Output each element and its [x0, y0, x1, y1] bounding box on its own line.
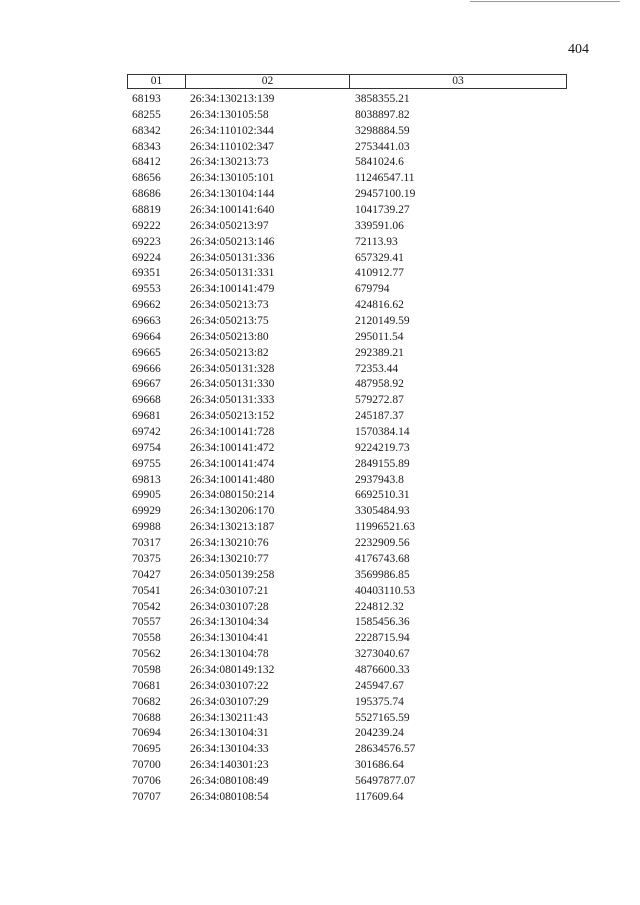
- table-row: [0, 92, 640, 108]
- cell-id: 70706: [132, 774, 161, 787]
- cell-cadastral-number: 26:34:050131:328: [190, 362, 275, 375]
- cell-cadastral-number: 26:34:030107:29: [190, 695, 269, 708]
- table-row: [0, 615, 640, 631]
- cell-id: 68342: [132, 124, 161, 137]
- cell-value: 224812.32: [355, 600, 404, 613]
- cell-id: 68819: [132, 204, 161, 217]
- cell-cadastral-number: 26:34:080150:214: [190, 489, 275, 502]
- cell-id: 70700: [132, 759, 161, 772]
- cell-id: 69755: [132, 457, 161, 470]
- cell-value: 195375.74: [355, 695, 404, 708]
- table-header: [127, 74, 567, 89]
- cell-cadastral-number: 26:34:130210:76: [190, 537, 269, 550]
- cell-cadastral-number: 26:34:130211:43: [190, 711, 269, 724]
- table-row: [0, 171, 640, 187]
- cell-cadastral-number: 26:34:130213:139: [190, 93, 275, 105]
- cell-id: 69988: [132, 521, 161, 534]
- cell-cadastral-number: 26:34:080108:54: [190, 790, 269, 803]
- table-row: [0, 108, 640, 124]
- header-col-02: 02: [186, 75, 350, 88]
- table-body: [0, 92, 640, 806]
- table-row: [0, 790, 640, 806]
- cell-cadastral-number: 26:34:050131:331: [190, 267, 275, 280]
- table-row: [0, 742, 640, 758]
- cell-value: 204239.24: [355, 727, 404, 740]
- cell-id: 68686: [132, 188, 161, 201]
- cell-cadastral-number: 26:34:130105:101: [190, 172, 275, 185]
- cell-id: 70557: [132, 616, 161, 629]
- table-row: [0, 187, 640, 203]
- cell-cadastral-number: 26:34:030107:22: [190, 679, 269, 692]
- cell-id: 69351: [132, 267, 161, 280]
- cell-value: 245947.67: [355, 679, 404, 692]
- table-row: [0, 155, 640, 171]
- cell-value: 301686.64: [355, 759, 404, 772]
- cell-value: 72113.93: [355, 235, 398, 248]
- cell-cadastral-number: 26:34:080149:132: [190, 663, 275, 676]
- cell-cadastral-number: 26:34:130210:77: [190, 552, 269, 565]
- cell-id: 70562: [132, 648, 161, 661]
- cell-id: 69905: [132, 489, 161, 502]
- cell-value: 9224219.73: [355, 441, 410, 454]
- cell-cadastral-number: 26:34:050213:146: [190, 235, 275, 248]
- cell-cadastral-number: 26:34:130104:31: [190, 727, 269, 740]
- cell-value: 579272.87: [355, 394, 404, 407]
- cell-cadastral-number: 26:34:130105:58: [190, 108, 269, 121]
- table-row: [0, 726, 640, 742]
- cell-id: 69662: [132, 299, 161, 312]
- table-row: [0, 203, 640, 219]
- cell-cadastral-number: 26:34:130213:187: [190, 521, 275, 534]
- cell-cadastral-number: 26:34:050213:82: [190, 346, 269, 359]
- cell-cadastral-number: 26:34:050213:75: [190, 315, 269, 328]
- cell-id: 69681: [132, 410, 161, 423]
- table-row: [0, 425, 640, 441]
- table-row: [0, 441, 640, 457]
- table-row: [0, 251, 640, 267]
- cell-cadastral-number: 26:34:100141:480: [190, 473, 275, 486]
- cell-id: 69663: [132, 315, 161, 328]
- cell-value: 6692510.31: [355, 489, 410, 502]
- table-row: [0, 774, 640, 790]
- cell-id: 68656: [132, 172, 161, 185]
- table-row: [0, 266, 640, 282]
- table-row: [0, 330, 640, 346]
- table-row: [0, 695, 640, 711]
- cell-id: 69222: [132, 219, 161, 232]
- cell-value: 4876600.33: [355, 663, 410, 676]
- cell-value: 5527165.59: [355, 711, 410, 724]
- table-row: [0, 711, 640, 727]
- table-row: [0, 346, 640, 362]
- cell-id: 70681: [132, 679, 161, 692]
- scan-edge-line: [470, 1, 620, 2]
- cell-id: 69813: [132, 473, 161, 486]
- cell-value: 487958.92: [355, 378, 404, 391]
- table-row: [0, 314, 640, 330]
- cell-id: 70598: [132, 663, 161, 676]
- cell-value: 295011.54: [355, 330, 404, 343]
- cell-cadastral-number: 26:34:130104:41: [190, 632, 269, 645]
- cell-cadastral-number: 26:34:110102:347: [190, 140, 274, 153]
- cell-id: 70682: [132, 695, 161, 708]
- cell-cadastral-number: 26:34:080108:49: [190, 774, 269, 787]
- cell-id: 69929: [132, 505, 161, 518]
- cell-cadastral-number: 26:34:050131:333: [190, 394, 275, 407]
- cell-cadastral-number: 26:34:100141:728: [190, 426, 275, 439]
- table-row: [0, 473, 640, 489]
- cell-id: 70317: [132, 537, 161, 550]
- cell-id: 70375: [132, 552, 161, 565]
- cell-id: 69668: [132, 394, 161, 407]
- cell-value: 2753441.03: [355, 140, 410, 153]
- cell-id: 68412: [132, 156, 161, 169]
- cell-id: 69665: [132, 346, 161, 359]
- cell-cadastral-number: 26:34:130104:144: [190, 188, 275, 201]
- cell-id: 70694: [132, 727, 161, 740]
- cell-id: 68343: [132, 140, 161, 153]
- table-row: [0, 758, 640, 774]
- table-row: [0, 584, 640, 600]
- cell-value: 679794: [355, 283, 390, 296]
- cell-cadastral-number: 26:34:030107:21: [190, 584, 269, 597]
- cell-value: 3273040.67: [355, 648, 410, 661]
- cell-id: 70688: [132, 711, 161, 724]
- cell-value: 3305484.93: [355, 505, 410, 518]
- cell-cadastral-number: 26:34:100141:474: [190, 457, 275, 470]
- cell-id: 69667: [132, 378, 161, 391]
- table-row: [0, 679, 640, 695]
- cell-id: 69664: [132, 330, 161, 343]
- header-col-03: 03: [452, 75, 464, 87]
- cell-value: 3569986.85: [355, 568, 410, 581]
- cell-value: 2232909.56: [355, 537, 410, 550]
- table-row: [0, 504, 640, 520]
- table-row: [0, 568, 640, 584]
- cell-value: 5841024.6: [355, 156, 404, 169]
- cell-cadastral-number: 26:34:130206:170: [190, 505, 275, 518]
- table-row: [0, 520, 640, 536]
- cell-value: 28634576.57: [355, 743, 416, 756]
- table-row: [0, 124, 640, 140]
- cell-value: 245187.37: [355, 410, 404, 423]
- cell-value: 4176743.68: [355, 552, 410, 565]
- cell-cadastral-number: 26:34:100141:479: [190, 283, 275, 296]
- table-row: [0, 457, 640, 473]
- cell-value: 1570384.14: [355, 426, 410, 439]
- cell-cadastral-number: 26:34:130104:33: [190, 743, 269, 756]
- cell-cadastral-number: 26:34:030107:28: [190, 600, 269, 613]
- cell-value: 2849155.89: [355, 457, 410, 470]
- page-number: 404: [568, 42, 589, 57]
- cell-value: 1041739.27: [355, 204, 410, 217]
- table-row: [0, 298, 640, 314]
- cell-value: 424816.62: [355, 299, 404, 312]
- cell-cadastral-number: 26:34:050213:97: [190, 219, 269, 232]
- table-row: [0, 631, 640, 647]
- cell-cadastral-number: 26:34:050213:152: [190, 410, 275, 423]
- cell-cadastral-number: 26:34:130213:73: [190, 156, 269, 169]
- cell-value: 657329.41: [355, 251, 404, 264]
- cell-cadastral-number: 26:34:100141:640: [190, 204, 275, 217]
- table-row: [0, 282, 640, 298]
- cell-value: 56497877.07: [355, 774, 416, 787]
- cell-cadastral-number: 26:34:050213:73: [190, 299, 269, 312]
- table-row: [0, 647, 640, 663]
- cell-cadastral-number: 26:34:050213:80: [190, 330, 269, 343]
- cell-id: 69666: [132, 362, 161, 375]
- cell-value: 11246547.11: [355, 172, 415, 185]
- cell-cadastral-number: 26:34:050131:336: [190, 251, 275, 264]
- cell-id: 70542: [132, 600, 161, 613]
- cell-value: 3858355.21: [355, 93, 410, 105]
- cell-value: 410912.77: [355, 267, 404, 280]
- cell-value: 339591.06: [355, 219, 404, 232]
- cell-value: 29457100.19: [355, 188, 416, 201]
- table-row: [0, 235, 640, 251]
- cell-value: 72353.44: [355, 362, 399, 375]
- cell-cadastral-number: 26:34:130104:78: [190, 648, 269, 661]
- cell-value: 8038897.82: [355, 108, 410, 121]
- table-row: [0, 663, 640, 679]
- cell-value: 2120149.59: [355, 315, 410, 328]
- cell-id: 70427: [132, 568, 161, 581]
- cell-value: 40403110.53: [355, 584, 415, 597]
- cell-cadastral-number: 26:34:050139:258: [190, 568, 275, 581]
- header-col-01: 01: [128, 75, 186, 88]
- cell-id: 70707: [132, 790, 161, 803]
- cell-id: 70695: [132, 743, 161, 756]
- cell-id: 70541: [132, 584, 161, 597]
- table-row: [0, 377, 640, 393]
- cell-cadastral-number: 26:34:100141:472: [190, 441, 275, 454]
- cell-cadastral-number: 26:34:050131:330: [190, 378, 275, 391]
- table-row: [0, 219, 640, 235]
- cell-id: 69742: [132, 426, 161, 439]
- cell-value: 2228715.94: [355, 632, 410, 645]
- cell-value: 11996521.63: [355, 521, 415, 534]
- cell-id: 69224: [132, 251, 161, 264]
- table-row: [0, 600, 640, 616]
- cell-id: 68193: [132, 93, 161, 105]
- cell-cadastral-number: 26:34:140301:23: [190, 759, 269, 772]
- table-row: [0, 140, 640, 156]
- cell-value: 3298884.59: [355, 124, 410, 137]
- cell-value: 2937943.8: [355, 473, 404, 486]
- table-row: [0, 409, 640, 425]
- cell-value: 117609.64: [355, 790, 404, 803]
- table-row: [0, 552, 640, 568]
- table-row: [0, 488, 640, 504]
- cell-id: 69553: [132, 283, 161, 296]
- cell-id: 69754: [132, 441, 161, 454]
- cell-cadastral-number: 26:34:110102:344: [190, 124, 274, 137]
- cell-id: 69223: [132, 235, 161, 248]
- cell-value: 292389.21: [355, 346, 404, 359]
- cell-cadastral-number: 26:34:130104:34: [190, 616, 269, 629]
- cell-id: 70558: [132, 632, 161, 645]
- table-row: [0, 536, 640, 552]
- cell-id: 68255: [132, 108, 161, 121]
- cell-value: 1585456.36: [355, 616, 410, 629]
- table-row: [0, 362, 640, 378]
- table-row: [0, 393, 640, 409]
